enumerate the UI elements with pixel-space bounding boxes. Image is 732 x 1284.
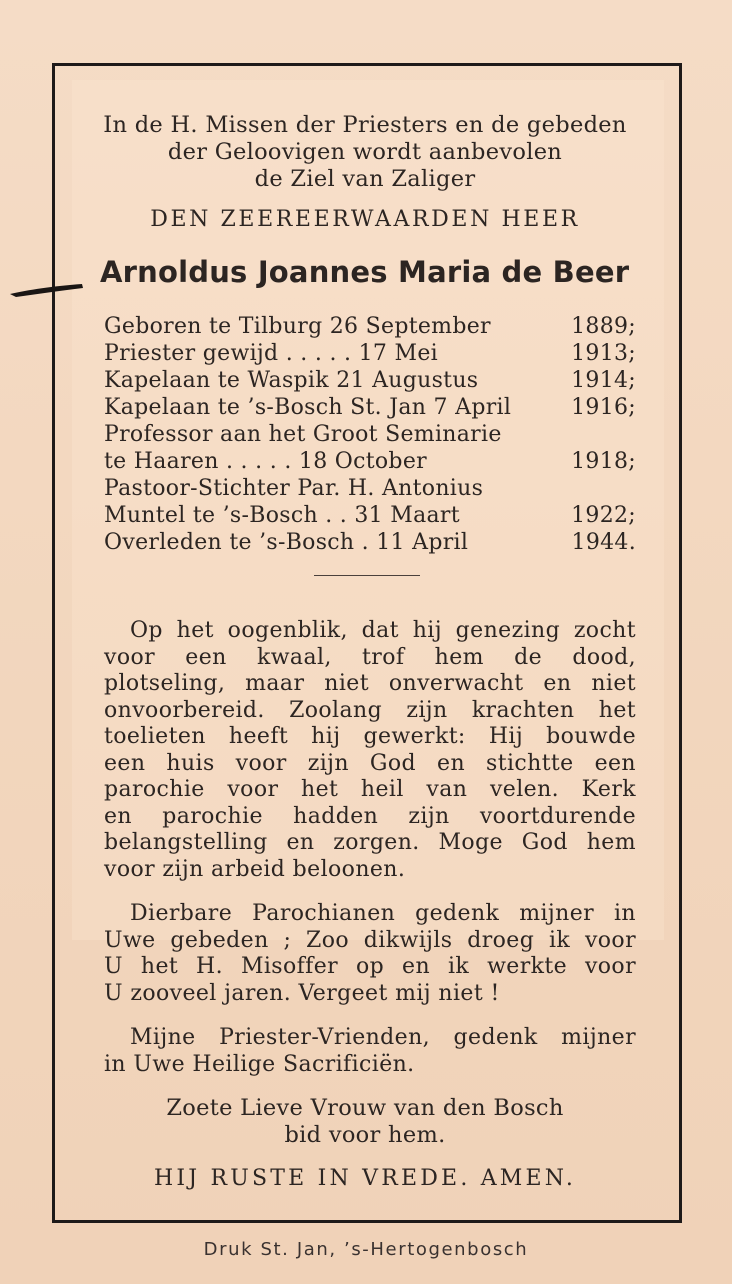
bio-row (104, 529, 636, 556)
paragraph-line: Mijne Priester-Vrienden, gedenk mijner (130, 1025, 636, 1050)
bio-text: Pastoor-Stichter Par. H. Antonius (104, 476, 484, 501)
paragraph-line: Op het oogenblik, dat hij genezing zocht (130, 618, 636, 643)
bio-row (104, 448, 636, 475)
printer-credit: Druk St. Jan, ’s-Hertogenbosch (203, 1239, 529, 1260)
prayer-line-2: bid voor hem. (284, 1122, 446, 1148)
paragraph-line: belangstelling en zorgen. Moge God hem (104, 830, 636, 855)
prayer-line-1: Zoete Lieve Vrouw van den Bosch (166, 1095, 564, 1121)
paragraph-line: parochie voor het heil van velen. Kerk (104, 777, 636, 802)
bio-text: Muntel te ’s-Bosch . . 31 Maart (104, 503, 460, 528)
paragraph-line: en parochie hadden zijn voortdurende (104, 804, 636, 829)
bio-year: 1944. (571, 530, 636, 555)
header-line-1: In de H. Missen der Priesters en de gebeden (103, 112, 627, 138)
bio-row (104, 340, 636, 367)
bio-row (104, 367, 636, 394)
paragraph-line: voor een kwaal, trof hem de dood, (104, 645, 636, 670)
paragraph-line: in Uwe Heilige Sacrificiën. (104, 1052, 415, 1077)
paragraph-line: Uwe gebeden ; Zoo dikwijls droeg ik voor (104, 928, 636, 953)
bio-text: Kapelaan te Waspik 21 Augustus (104, 368, 479, 393)
bio-row (104, 421, 636, 448)
bio-text: Professor aan het Groot Seminarie (104, 422, 502, 447)
paragraph-line: plotseling, maar niet onverwacht en niet (104, 671, 636, 696)
paragraph-line: U het H. Misoffer op en ik werkte voor (104, 954, 636, 979)
bio-year: 1889; (571, 314, 636, 339)
bio-row (104, 394, 636, 421)
header-line-2: der Geloovigen wordt aanbevolen (167, 139, 563, 165)
bio-text: te Haaren . . . . . 18 October (104, 449, 427, 474)
closing-line: HIJ RUSTE IN VREDE. AMEN. (153, 1166, 577, 1191)
paragraph-line: Dierbare Parochianen gedenk mijner in (130, 901, 636, 926)
bio-text: Priester gewijd . . . . . 17 Mei (104, 341, 439, 366)
bio-year: 1916; (571, 395, 636, 420)
bio-year: 1918; (571, 449, 636, 474)
paragraph-line: toelieten heeft hij gewerkt: Hij bouwde (104, 724, 636, 749)
deceased-name: Arnoldus Joannes Maria de Beer (100, 255, 630, 289)
bio-year: 1913; (571, 341, 636, 366)
paragraph-line: een huis voor zijn God en stichtte een (104, 751, 636, 776)
bio-year: 1922; (571, 503, 636, 528)
bio-row (104, 502, 636, 529)
paragraph-line: U zooveel jaren. Vergeet mij niet ! (104, 981, 500, 1006)
bio-text: Overleden te ’s-Bosch . 11 April (104, 530, 469, 555)
ink-mark (8, 282, 84, 298)
paragraph-line: onvoorbereid. Zoolang zijn krachten het (104, 698, 636, 723)
header-title: DEN ZEEREERWAARDEN HEER (150, 207, 580, 232)
divider-line (314, 575, 420, 576)
bio-year: 1914; (571, 368, 636, 393)
bio-text: Kapelaan te ’s-Bosch St. Jan 7 April (104, 395, 512, 420)
paragraph-line: voor zijn arbeid beloonen. (104, 857, 406, 882)
bio-row (104, 475, 636, 502)
bio-row (104, 313, 636, 340)
header-line-3: de Ziel van Zaliger (254, 166, 476, 192)
bio-text: Geboren te Tilburg 26 September (104, 314, 491, 339)
